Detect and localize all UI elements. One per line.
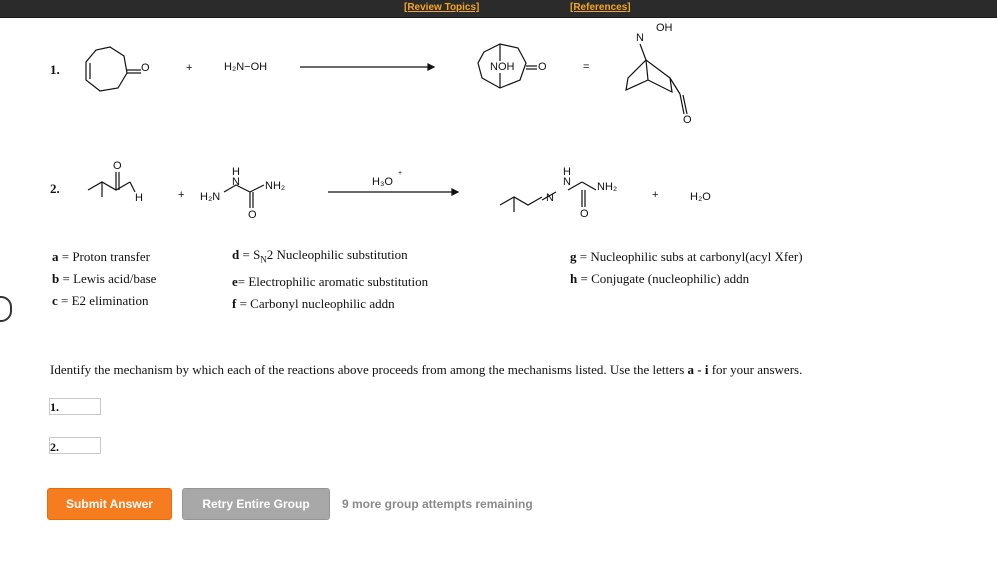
legend-column-2 [232, 244, 428, 315]
answer-2-label: 2. [50, 440, 59, 454]
review-topics-link[interactable]: [Review Topics] [404, 2, 480, 13]
equals-sign: = [583, 61, 590, 73]
product-nh2-label: NH₂ [597, 181, 618, 193]
catalyst-label: H₃O [372, 176, 393, 188]
question-text: Identify the mechanism by which each of the reactions above proceeds from among the mechanisms listed. Use the letters a - i for your answers. [50, 362, 803, 377]
reaction-2-plus-2: + [652, 189, 659, 201]
legend-g: g = Nucleophilic subs at carbonyl(acyl Xfer) [570, 249, 803, 264]
product-h-label: H [563, 166, 571, 178]
retry-entire-group-button[interactable]: Retry Entire Group [182, 488, 330, 520]
aldehyde-chain [88, 182, 130, 190]
legend-column-1 [52, 246, 156, 312]
legend-b: b = Lewis acid/base [52, 271, 157, 286]
legend-h: h = Conjugate (nucleophilic) addn [570, 271, 750, 286]
reaction-scheme [0, 0, 997, 240]
product-o-label: O [683, 114, 692, 126]
bicyclic-product [626, 60, 672, 92]
legend-a: a = Proton transfer [52, 249, 150, 264]
product-n2-label: N [563, 176, 571, 188]
legend-d: $d = S_N2$ Nucleophilic substitution [232, 247, 408, 265]
references-link[interactable]: [References] [570, 2, 631, 13]
water-label: H₂O [690, 191, 711, 203]
reaction-2-number: 2. [50, 181, 60, 196]
urea-nh2-label: NH₂ [265, 180, 286, 192]
product-o-label-2: O [580, 208, 589, 220]
side-collapse-handle[interactable] [0, 296, 12, 322]
aldehyde-o-label: O [113, 160, 122, 172]
reaction-1-plus: + [186, 62, 193, 74]
intermediate-o-label: O [538, 61, 547, 73]
answer-1-label: 1. [50, 400, 59, 414]
ketone-o-label: O [141, 62, 150, 74]
product-oh-label: OH [656, 22, 673, 34]
reaction-2-plus: + [178, 189, 185, 201]
legend-c: c = E2 elimination [52, 293, 149, 308]
hydroxylamine-label: H₂N−OH [224, 61, 268, 73]
urea-h-label: H [232, 166, 240, 178]
legend-f: f = Carbonyl nucleophilic addn [232, 295, 395, 311]
legend-column-3 [570, 246, 803, 290]
semicarbazone-chain [500, 197, 542, 205]
intermediate-noh-label: NOH [490, 61, 515, 73]
semicarbazide-chain [224, 185, 264, 192]
product-n-label: N [636, 32, 644, 44]
urea-n-label: N [232, 176, 240, 188]
urea-h2n-label: H₂N [200, 191, 221, 203]
reaction-1-number: 1. [50, 62, 60, 77]
cycloheptenone-ring [86, 47, 127, 91]
attempts-remaining-text: 9 more group attempts remaining [342, 497, 533, 511]
submit-answer-button[interactable]: Submit Answer [47, 488, 172, 520]
product-n1-label: N [546, 192, 554, 204]
legend-e: e= Electrophilic aromatic substitution [232, 273, 429, 289]
urea-o-label: O [248, 209, 257, 221]
catalyst-charge: + [398, 170, 403, 177]
aldehyde-h-label: H [135, 192, 143, 204]
